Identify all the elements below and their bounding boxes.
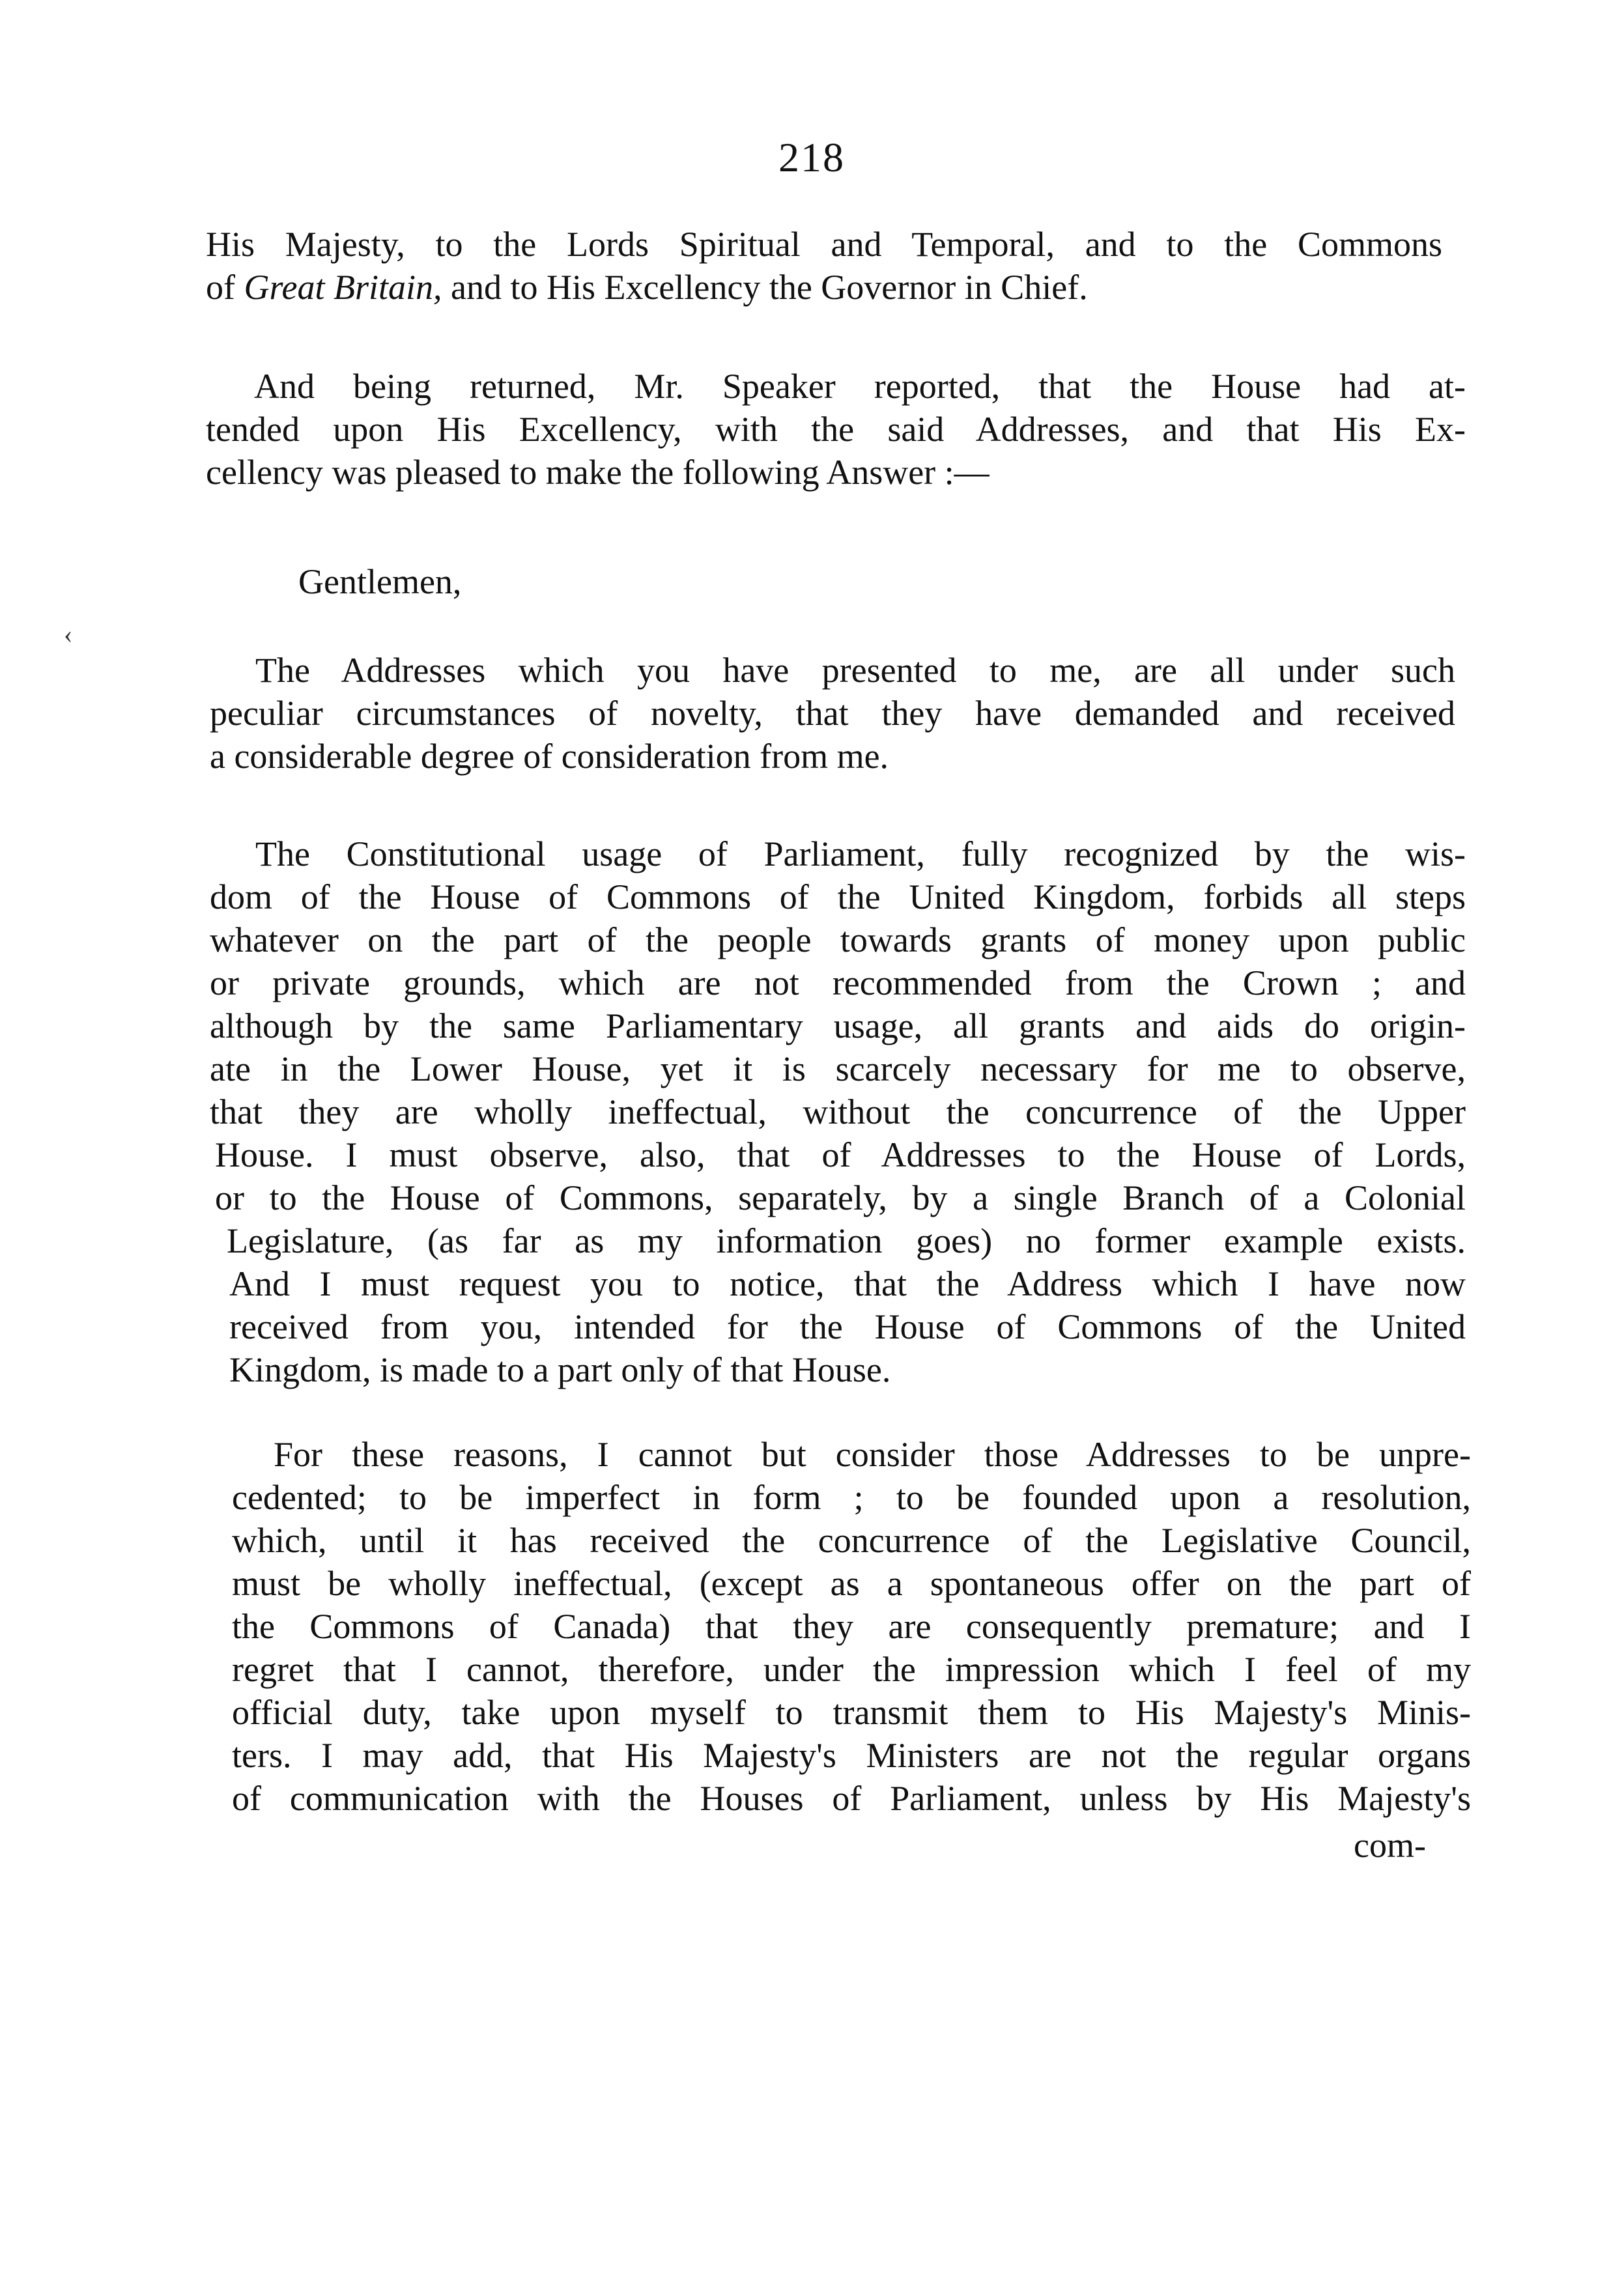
intro-line-1: His Majesty, to the Lords Spiritual and Temporal, and to the Commons — [206, 225, 1442, 264]
para1-line-2: peculiar circumstances of novelty, that they have demanded and received — [210, 694, 1455, 733]
salutation: Gentlemen, — [298, 562, 462, 601]
para3-line-1: For these reasons, I cannot but consider those Addresses to be unpre- — [274, 1435, 1471, 1474]
report-line-3: cellency was pleased to make the following Answer :— — [206, 453, 990, 492]
para3-line-6: regret that I cannot, therefore, under the impression which I feel of my — [232, 1650, 1471, 1689]
intro-line-2 — [206, 266, 1313, 309]
page-number: 218 — [778, 134, 845, 180]
para2-line-8: House. I must observe, also, that of Addresses to the House of Lords, — [215, 1135, 1466, 1174]
para2-line-11: And I must request you to notice, that the Address which I have now — [229, 1264, 1466, 1303]
intro-line-2-pre: of — [206, 268, 244, 307]
report-line-2: tended upon His Excellency, with the said Addresses, and that His Ex- — [206, 410, 1466, 449]
para2-line-5: although by the same Parliamentary usage, all grants and aids do origin- — [210, 1006, 1466, 1045]
para3-line-4: must be wholly ineffectual, (except as a spontaneous offer on the part of — [232, 1564, 1471, 1603]
para3-line-5: the Commons of Canada) that they are consequently premature; and I — [232, 1607, 1471, 1646]
para2-line-13: Kingdom, is made to a part only of that House. — [229, 1350, 891, 1389]
para2-line-6: ate in the Lower House, yet it is scarcely necessary for me to observe, — [210, 1049, 1466, 1088]
para2-line-9: or to the House of Commons, separately, by a single Branch of a Colonial — [215, 1178, 1466, 1217]
para3-line-8: ters. I may add, that His Majesty's Ministers are not the regular organs — [232, 1736, 1471, 1775]
para2-line-10: Legislature, (as far as my information goes) no former example exists. — [227, 1221, 1466, 1260]
catchword: com- — [1354, 1826, 1426, 1865]
intro-line-2-post: and to His Excellency the Governor in Chief. — [442, 268, 1088, 307]
para3-line-3: which, until it has received the concurrence of the Legislative Council, — [232, 1521, 1471, 1560]
para2-line-2: dom of the House of Commons of the United Kingdom, forbids all steps — [210, 877, 1466, 916]
para3-line-2: cedented; to be imperfect in form ; to be founded upon a resolution, — [232, 1478, 1471, 1517]
para1-line-3: a considerable degree of consideration from me. — [210, 737, 889, 776]
para2-line-12: received from you, intended for the House of Commons of the United — [229, 1307, 1466, 1346]
para3-line-7: official duty, take upon myself to transmit them to His Majesty's Minis- — [232, 1693, 1471, 1732]
para2-line-4: or private grounds, which are not recommended from the Crown ; and — [210, 963, 1466, 1002]
stray-ink-mark: ‹ — [64, 619, 73, 649]
para1-line-1: The Addresses which you have presented to me, are all under such — [255, 651, 1455, 690]
great-britain-italic: Great Britain, — [244, 268, 442, 307]
para2-line-1: The Constitutional usage of Parliament, fully recognized by the wis- — [255, 834, 1466, 873]
para2-line-7: that they are wholly ineffectual, without the concurrence of the Upper — [210, 1092, 1466, 1131]
para3-line-9: of communication with the Houses of Parliament, unless by His Majesty's — [232, 1779, 1471, 1818]
report-line-1: And being returned, Mr. Speaker reported, that the House had at- — [254, 367, 1466, 406]
para2-line-3: whatever on the part of the people towards grants of money upon public — [210, 920, 1466, 959]
